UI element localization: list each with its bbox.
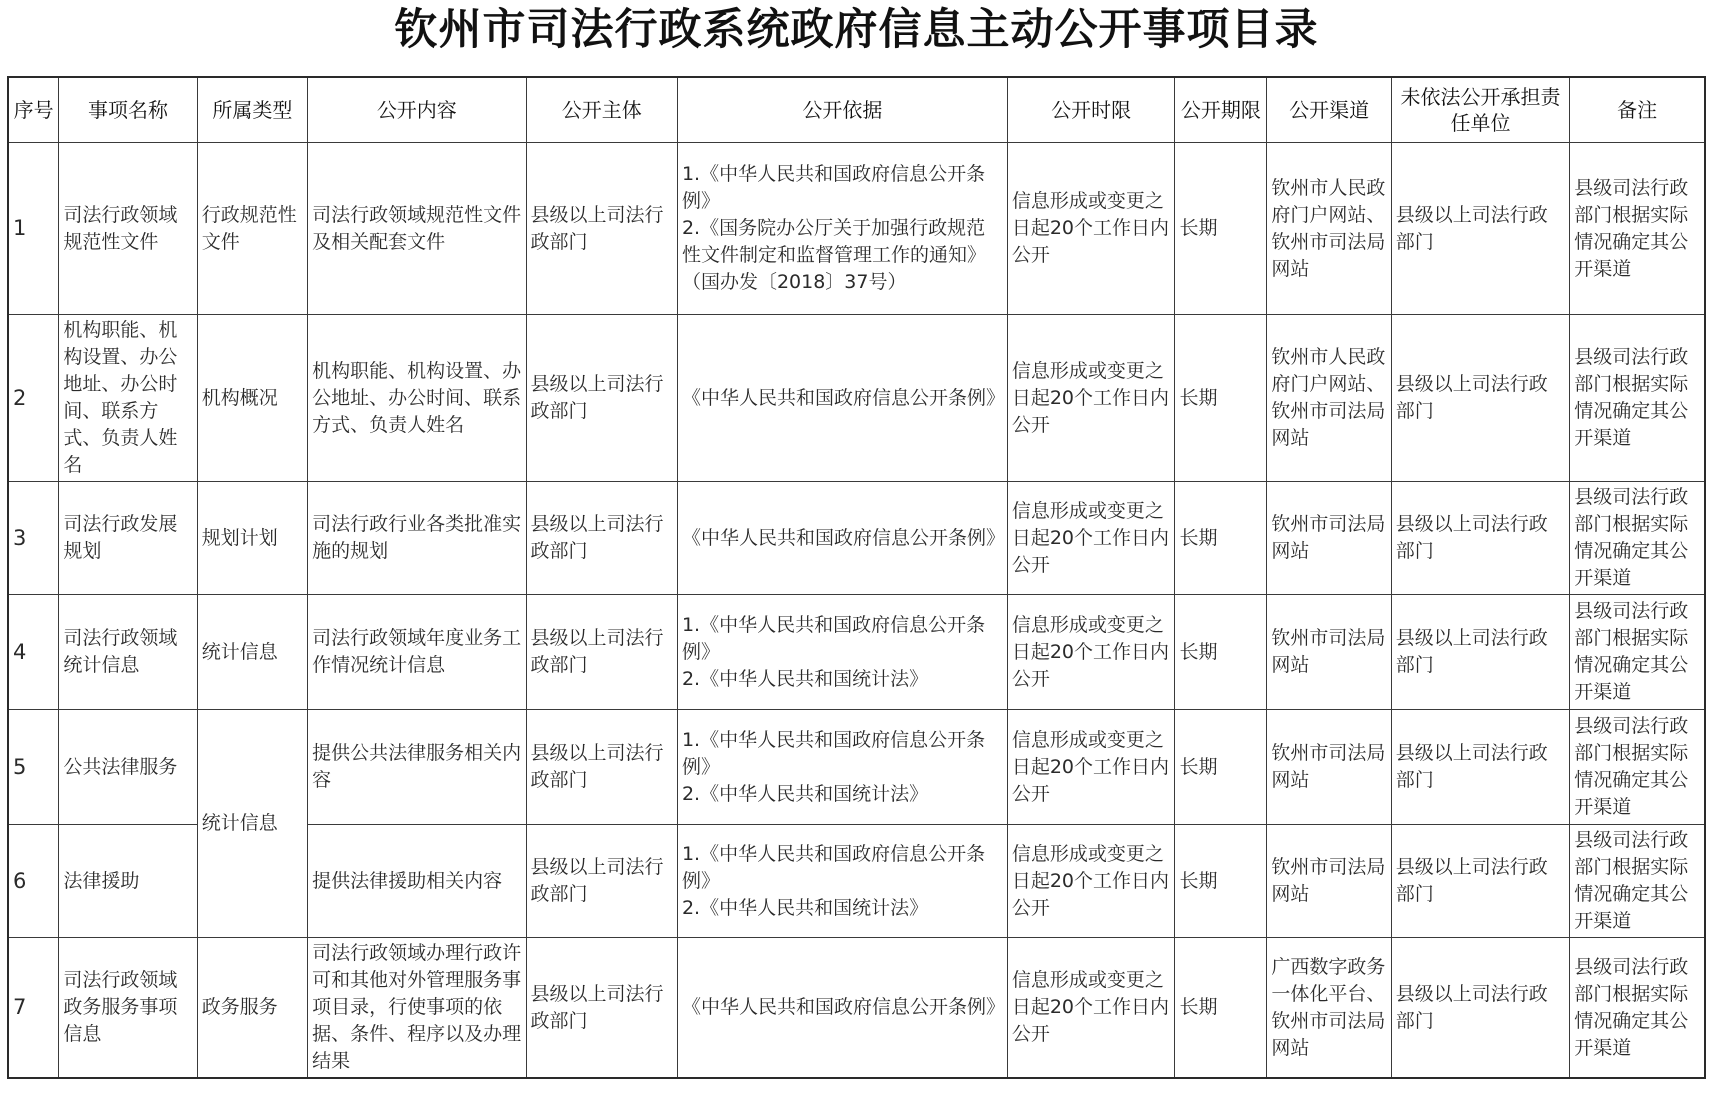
cell-remark: 县级司法行政部门根据实际情况确定其公开渠道 — [1570, 938, 1705, 1079]
cell-period: 长期 — [1175, 482, 1267, 595]
cell-period: 长期 — [1175, 595, 1267, 710]
cell-liable: 县级以上司法行政部门 — [1391, 143, 1569, 315]
cell-liable: 县级以上司法行政部门 — [1391, 825, 1569, 938]
cell-time-limit: 信息形成或变更之日起20个工作日内公开 — [1007, 825, 1175, 938]
header-remark: 备注 — [1570, 77, 1705, 143]
cell-liable: 县级以上司法行政部门 — [1391, 938, 1569, 1079]
cell-idx: 3 — [8, 482, 59, 595]
cell-idx: 7 — [8, 938, 59, 1079]
cell-liable: 县级以上司法行政部门 — [1391, 315, 1569, 482]
cell-content: 提供公共法律服务相关内容 — [308, 710, 526, 825]
table-row — [8, 315, 1705, 482]
table-row — [8, 710, 1705, 825]
header-idx: 序号 — [8, 77, 59, 143]
cell-subject: 县级以上司法行政部门 — [526, 482, 677, 595]
basis-item: 《中华人民共和国政府信息公开条例》 — [681, 386, 1005, 409]
cell-remark: 县级司法行政部门根据实际情况确定其公开渠道 — [1570, 710, 1705, 825]
cell-name: 法律援助 — [59, 825, 197, 938]
cell-basis — [677, 315, 1007, 482]
cell-time-limit: 信息形成或变更之日起20个工作日内公开 — [1007, 938, 1175, 1079]
cell-basis — [677, 482, 1007, 595]
cell-idx: 2 — [8, 315, 59, 482]
header-basis: 公开依据 — [677, 77, 1007, 143]
cell-period: 长期 — [1175, 825, 1267, 938]
cell-name: 司法行政领域统计信息 — [59, 595, 197, 710]
cell-type: 规划计划 — [197, 482, 307, 595]
cell-remark: 县级司法行政部门根据实际情况确定其公开渠道 — [1570, 825, 1705, 938]
cell-name: 司法行政发展规划 — [59, 482, 197, 595]
disclosure-catalog-table — [7, 76, 1706, 1079]
cell-type: 机构概况 — [197, 315, 307, 482]
cell-idx: 4 — [8, 595, 59, 710]
cell-content: 司法行政领域年度业务工作情况统计信息 — [308, 595, 526, 710]
cell-subject: 县级以上司法行政部门 — [526, 825, 677, 938]
basis-item: 2.《中华人民共和国统计法》 — [681, 667, 929, 690]
header-content: 公开内容 — [308, 77, 526, 143]
cell-content: 提供法律援助相关内容 — [308, 825, 526, 938]
cell-basis — [677, 938, 1007, 1079]
basis-item: 1.《中华人民共和国政府信息公开条例》 — [681, 163, 986, 212]
cell-content: 机构职能、机构设置、办公地址、办公时间、联系方式、负责人姓名 — [308, 315, 526, 482]
basis-item: 2.《国务院办公厅关于加强行政规范性文件制定和监督管理工作的通知》（国办发〔2018〕37号） — [681, 217, 986, 293]
cell-remark: 县级司法行政部门根据实际情况确定其公开渠道 — [1570, 595, 1705, 710]
cell-content: 司法行政领域办理行政许可和其他对外管理服务事项目录，行使事项的依据、条件、程序以及办理结果 — [308, 938, 526, 1079]
cell-subject: 县级以上司法行政部门 — [526, 710, 677, 825]
cell-idx: 6 — [8, 825, 59, 938]
cell-period: 长期 — [1175, 938, 1267, 1079]
cell-channel: 钦州市人民政府门户网站、钦州市司法局网站 — [1267, 315, 1391, 482]
basis-item: 1.《中华人民共和国政府信息公开条例》 — [681, 613, 986, 663]
cell-type: 行政规范性文件 — [197, 143, 307, 315]
cell-channel: 钦州市司法局网站 — [1267, 710, 1391, 825]
cell-basis — [677, 710, 1007, 825]
header-channel: 公开渠道 — [1267, 77, 1391, 143]
cell-channel: 钦州市人民政府门户网站、钦州市司法局网站 — [1267, 143, 1391, 315]
cell-remark: 县级司法行政部门根据实际情况确定其公开渠道 — [1570, 143, 1705, 315]
cell-basis — [677, 595, 1007, 710]
basis-item: 1.《中华人民共和国政府信息公开条例》 — [681, 842, 986, 892]
cell-time-limit: 信息形成或变更之日起20个工作日内公开 — [1007, 595, 1175, 710]
cell-name: 公共法律服务 — [59, 710, 197, 825]
table-row — [8, 143, 1705, 315]
cell-liable: 县级以上司法行政部门 — [1391, 595, 1569, 710]
cell-channel: 钦州市司法局网站 — [1267, 595, 1391, 710]
cell-time-limit: 信息形成或变更之日起20个工作日内公开 — [1007, 143, 1175, 315]
cell-name: 司法行政领域规范性文件 — [59, 143, 197, 315]
cell-period: 长期 — [1175, 315, 1267, 482]
cell-subject: 县级以上司法行政部门 — [526, 938, 677, 1079]
cell-period: 长期 — [1175, 143, 1267, 315]
header-period: 公开期限 — [1175, 77, 1267, 143]
header-type: 所属类型 — [197, 77, 307, 143]
cell-name: 机构职能、机构设置、办公地址、办公时间、联系方式、负责人姓名 — [59, 315, 197, 482]
basis-item: 2.《中华人民共和国统计法》 — [681, 782, 929, 805]
cell-subject: 县级以上司法行政部门 — [526, 315, 677, 482]
cell-name: 司法行政领域政务服务事项信息 — [59, 938, 197, 1079]
cell-remark: 县级司法行政部门根据实际情况确定其公开渠道 — [1570, 315, 1705, 482]
table-header-row — [8, 77, 1705, 143]
cell-idx: 1 — [8, 143, 59, 315]
cell-type: 政务服务 — [197, 938, 307, 1079]
cell-remark: 县级司法行政部门根据实际情况确定其公开渠道 — [1570, 482, 1705, 595]
table-row — [8, 938, 1705, 1079]
cell-type: 统计信息 — [197, 595, 307, 710]
cell-time-limit: 信息形成或变更之日起20个工作日内公开 — [1007, 315, 1175, 482]
basis-item: 1.《中华人民共和国政府信息公开条例》 — [681, 728, 986, 778]
table-row — [8, 595, 1705, 710]
header-subject: 公开主体 — [526, 77, 677, 143]
document-title: 钦州市司法行政系统政府信息主动公开事项目录 — [394, 5, 1319, 55]
cell-content: 司法行政领域规范性文件及相关配套文件 — [308, 143, 526, 315]
cell-liable: 县级以上司法行政部门 — [1391, 710, 1569, 825]
cell-channel: 钦州市司法局网站 — [1267, 482, 1391, 595]
header-name: 事项名称 — [59, 77, 197, 143]
cell-time-limit: 信息形成或变更之日起20个工作日内公开 — [1007, 710, 1175, 825]
basis-item: 2.《中华人民共和国统计法》 — [681, 896, 929, 919]
cell-idx: 5 — [8, 710, 59, 825]
cell-basis — [677, 825, 1007, 938]
cell-liable: 县级以上司法行政部门 — [1391, 482, 1569, 595]
header-time-limit: 公开时限 — [1007, 77, 1175, 143]
cell-subject: 县级以上司法行政部门 — [526, 143, 677, 315]
basis-item: 《中华人民共和国政府信息公开条例》 — [681, 996, 1005, 1018]
header-liable: 未依法公开承担责任单位 — [1391, 77, 1569, 143]
cell-subject: 县级以上司法行政部门 — [526, 595, 677, 710]
cell-period: 长期 — [1175, 710, 1267, 825]
basis-item: 《中华人民共和国政府信息公开条例》 — [681, 526, 1005, 549]
cell-type: 统计信息 — [197, 710, 307, 938]
cell-time-limit: 信息形成或变更之日起20个工作日内公开 — [1007, 482, 1175, 595]
cell-content: 司法行政行业各类批准实施的规划 — [308, 482, 526, 595]
cell-basis — [677, 143, 1007, 315]
cell-channel: 广西数字政务一体化平台、钦州市司法局网站 — [1267, 938, 1391, 1079]
cell-channel: 钦州市司法局网站 — [1267, 825, 1391, 938]
table-row — [8, 482, 1705, 595]
